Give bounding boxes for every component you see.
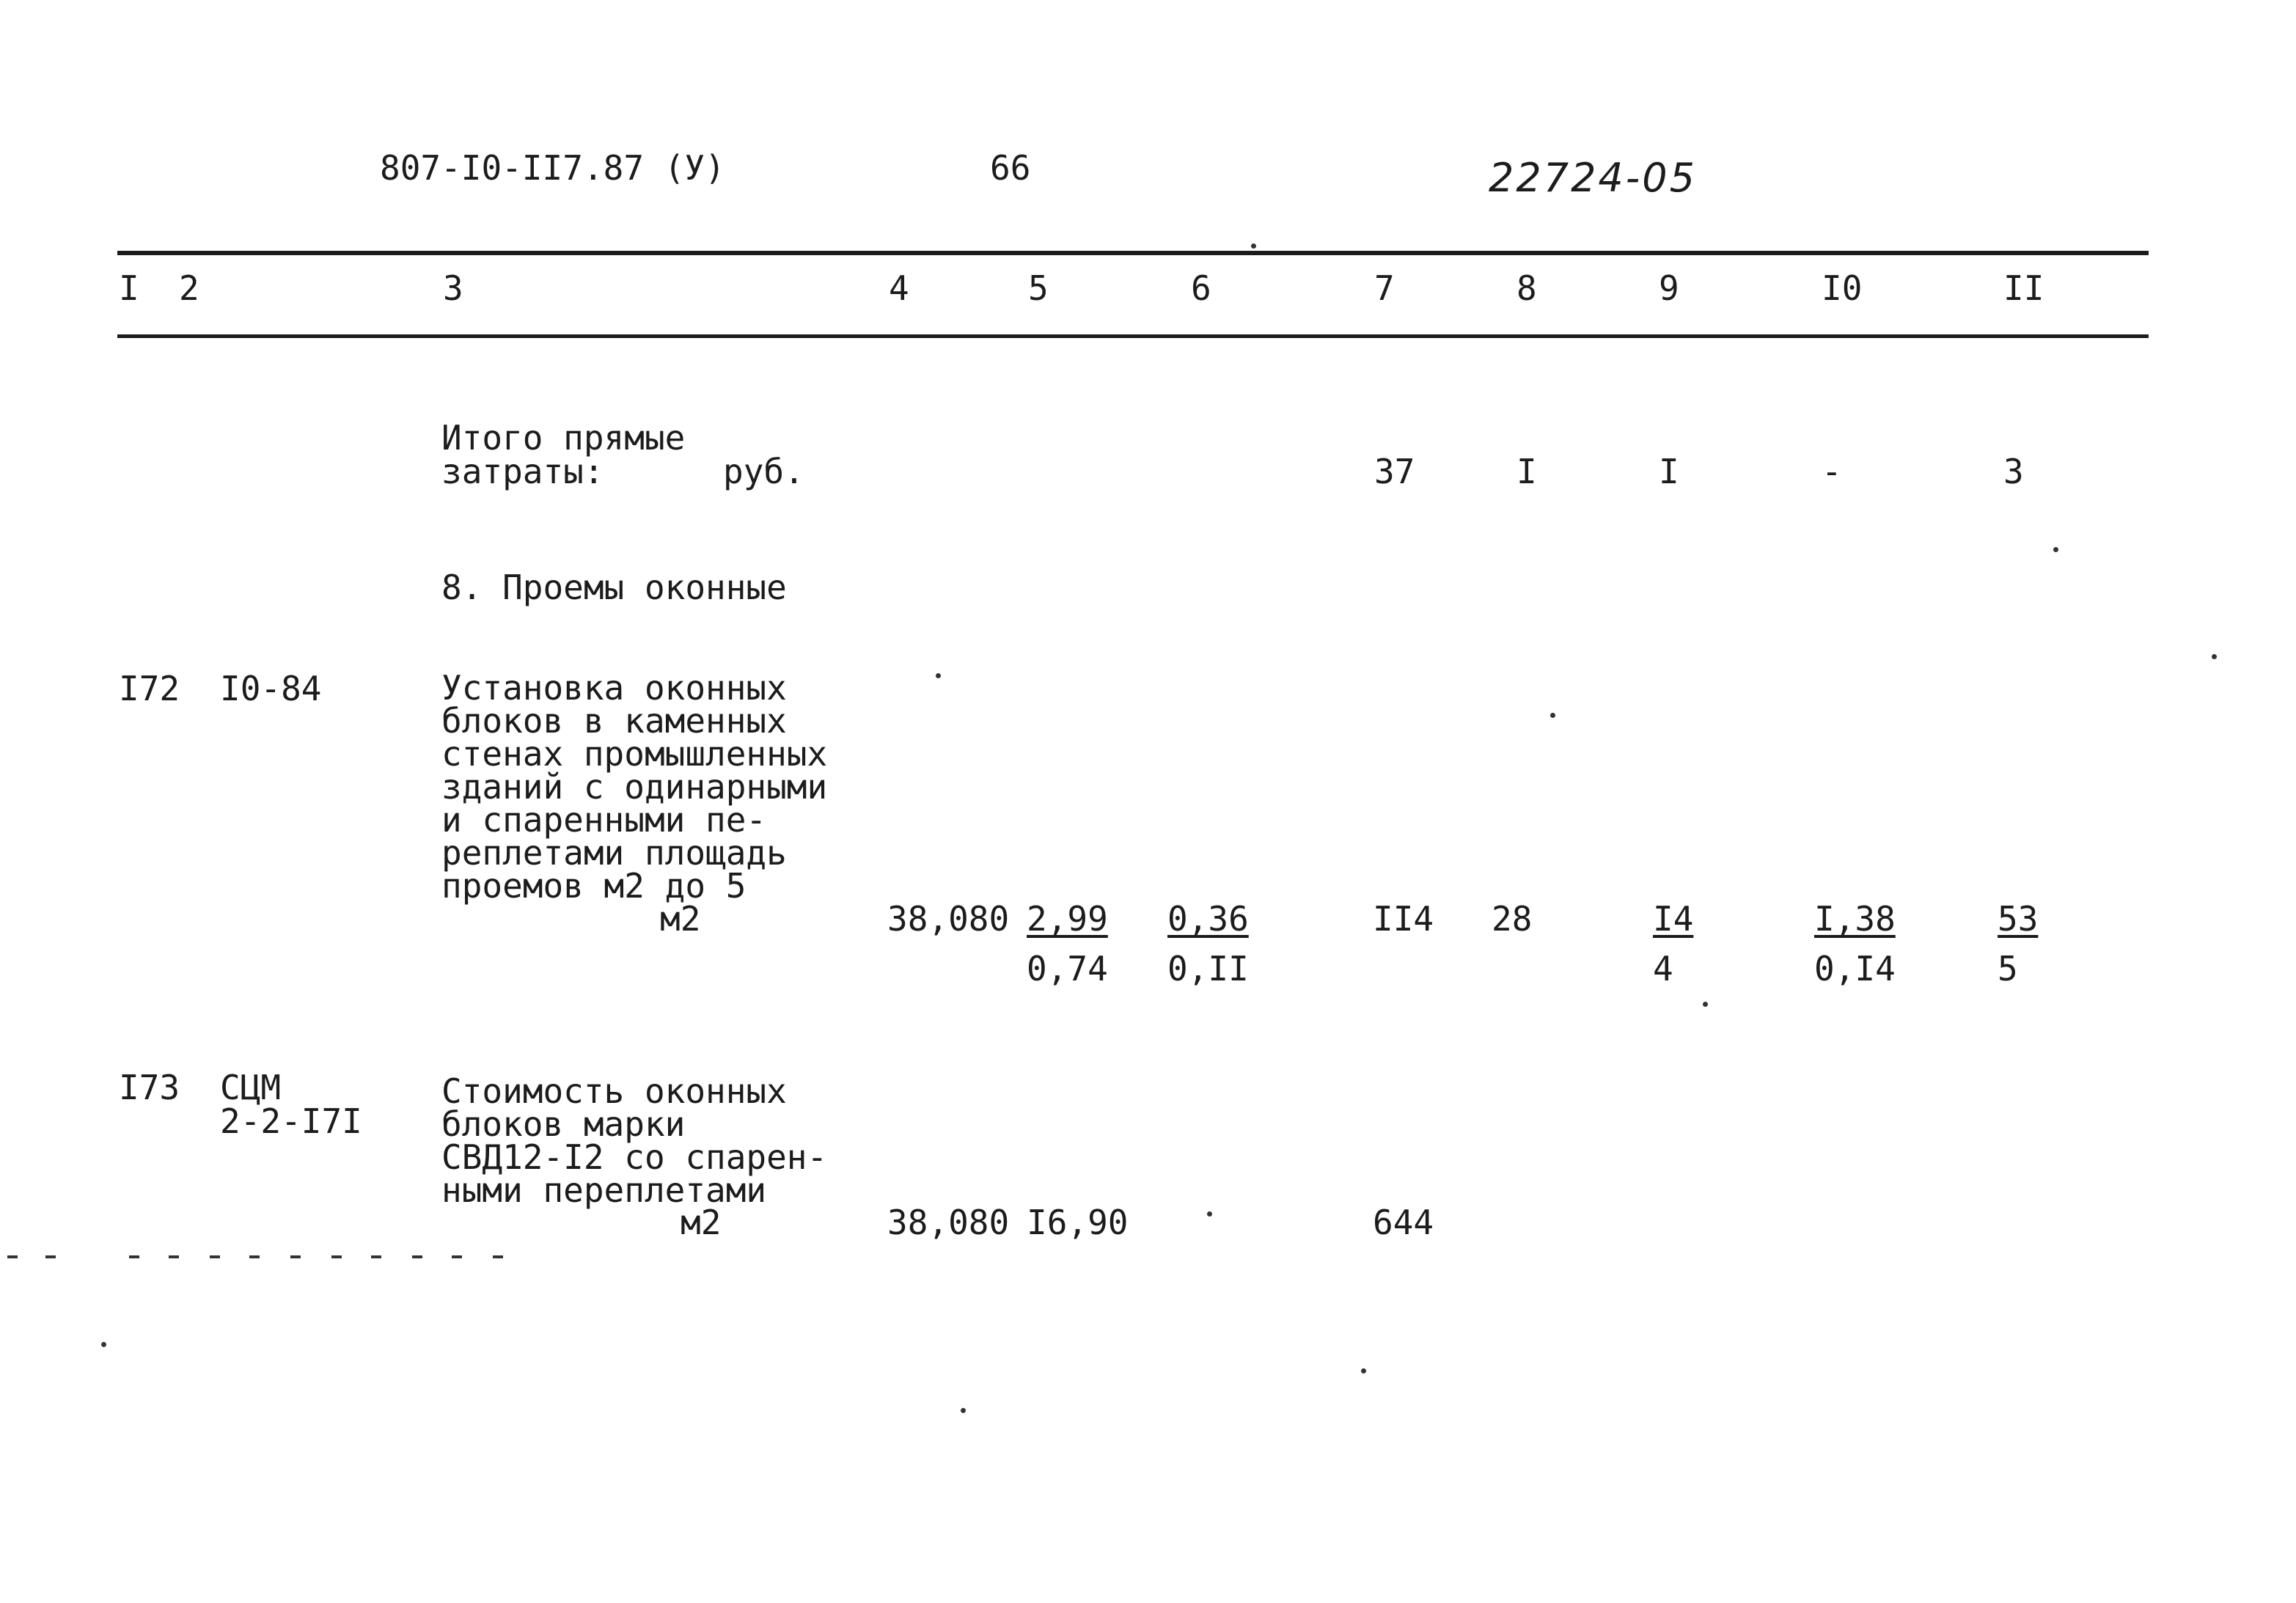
row-173-code-line2: 2-2-I7I — [220, 1101, 362, 1141]
subtotal-unit: руб. — [723, 452, 804, 491]
row-173-col7: 644 — [1373, 1203, 1434, 1242]
col-header-5: 5 — [1028, 268, 1049, 308]
col-header-10: I0 — [1822, 268, 1863, 308]
scan-speck — [1207, 1211, 1212, 1217]
page-number: 66 — [990, 148, 1031, 188]
row-172-unit: м2 — [660, 899, 701, 939]
row-172-col6-top: 0,36 — [1167, 899, 1249, 939]
subtotal-col10: - — [1822, 452, 1842, 491]
subtotal-col8: I — [1516, 452, 1537, 491]
table-top-rule — [117, 251, 2149, 255]
row-172-col5-bottom: 0,74 — [1027, 949, 1108, 988]
col-header-7: 7 — [1374, 268, 1395, 308]
row-172-col5-top: 2,99 — [1027, 899, 1108, 939]
row-172-col6-bottom: 0,II — [1167, 949, 1249, 988]
doc-code: 807-I0-II7.87 (У) — [380, 148, 725, 188]
col-header-4: 4 — [889, 268, 909, 308]
subtotal-col11: 3 — [2003, 452, 2024, 491]
row-173-quantity: 38,080 — [887, 1203, 1010, 1242]
table-header-rule — [117, 334, 2149, 338]
col-header-11: II — [2003, 268, 2044, 308]
row-172-col7: II4 — [1373, 899, 1434, 939]
row-172-code: I0-84 — [220, 669, 322, 708]
section-title: 8. Проемы оконные — [441, 568, 787, 607]
col-header-3: 3 — [443, 268, 463, 308]
col-header-8: 8 — [1516, 268, 1537, 308]
scan-speck — [2053, 547, 2058, 552]
scan-speck — [1550, 713, 1555, 718]
subtotal-col7: 37 — [1374, 452, 1415, 491]
col-header-6: 6 — [1191, 268, 1211, 308]
row-172-col9-top: I4 — [1653, 899, 1694, 939]
subtotal-col9: I — [1659, 452, 1679, 491]
row-173-code-line1: СЦМ — [220, 1068, 282, 1107]
subtotal-label-line1: Итого прямые — [441, 418, 686, 458]
row-173-number: I73 — [119, 1068, 180, 1107]
row-172-col8: 28 — [1492, 899, 1533, 939]
scan-speck — [1361, 1368, 1366, 1373]
row-173-description: Стоимость оконных блоков марки СВД12-I2 со спарен- ными переплетами — [441, 1071, 828, 1210]
scan-speck — [936, 673, 941, 678]
row-172-col10-top: I,38 — [1814, 899, 1896, 939]
scan-speck — [1251, 243, 1256, 249]
row-172-col11-bottom: 5 — [1998, 949, 2018, 988]
col-header-1: I — [119, 268, 139, 308]
scan-speck — [961, 1408, 966, 1413]
col-header-9: 9 — [1659, 268, 1679, 308]
subtotal-label-line2: затраты: — [441, 452, 604, 491]
scan-speck — [101, 1342, 106, 1347]
row-173-col5: I6,90 — [1027, 1203, 1129, 1242]
row-172-description: Установка оконных блоков в каменных стенах промышленных зданий с одинарными и спаренными пе- реплетами площадь проемов м2 до 5 — [441, 668, 828, 906]
scan-speck — [1703, 1002, 1708, 1007]
row-172-col11-top: 53 — [1998, 899, 2039, 939]
col-header-2: 2 — [179, 268, 199, 308]
row-173-unit: м2 — [681, 1203, 722, 1242]
row-172-number: I72 — [119, 669, 180, 708]
row-172-col10-bottom: 0,I4 — [1814, 949, 1896, 988]
inventory-number: 22724-05 — [1489, 155, 1697, 201]
row-172-quantity: 38,080 — [887, 899, 1010, 939]
row-172-col9-bottom: 4 — [1653, 949, 1673, 988]
scan-speck — [2212, 654, 2217, 659]
